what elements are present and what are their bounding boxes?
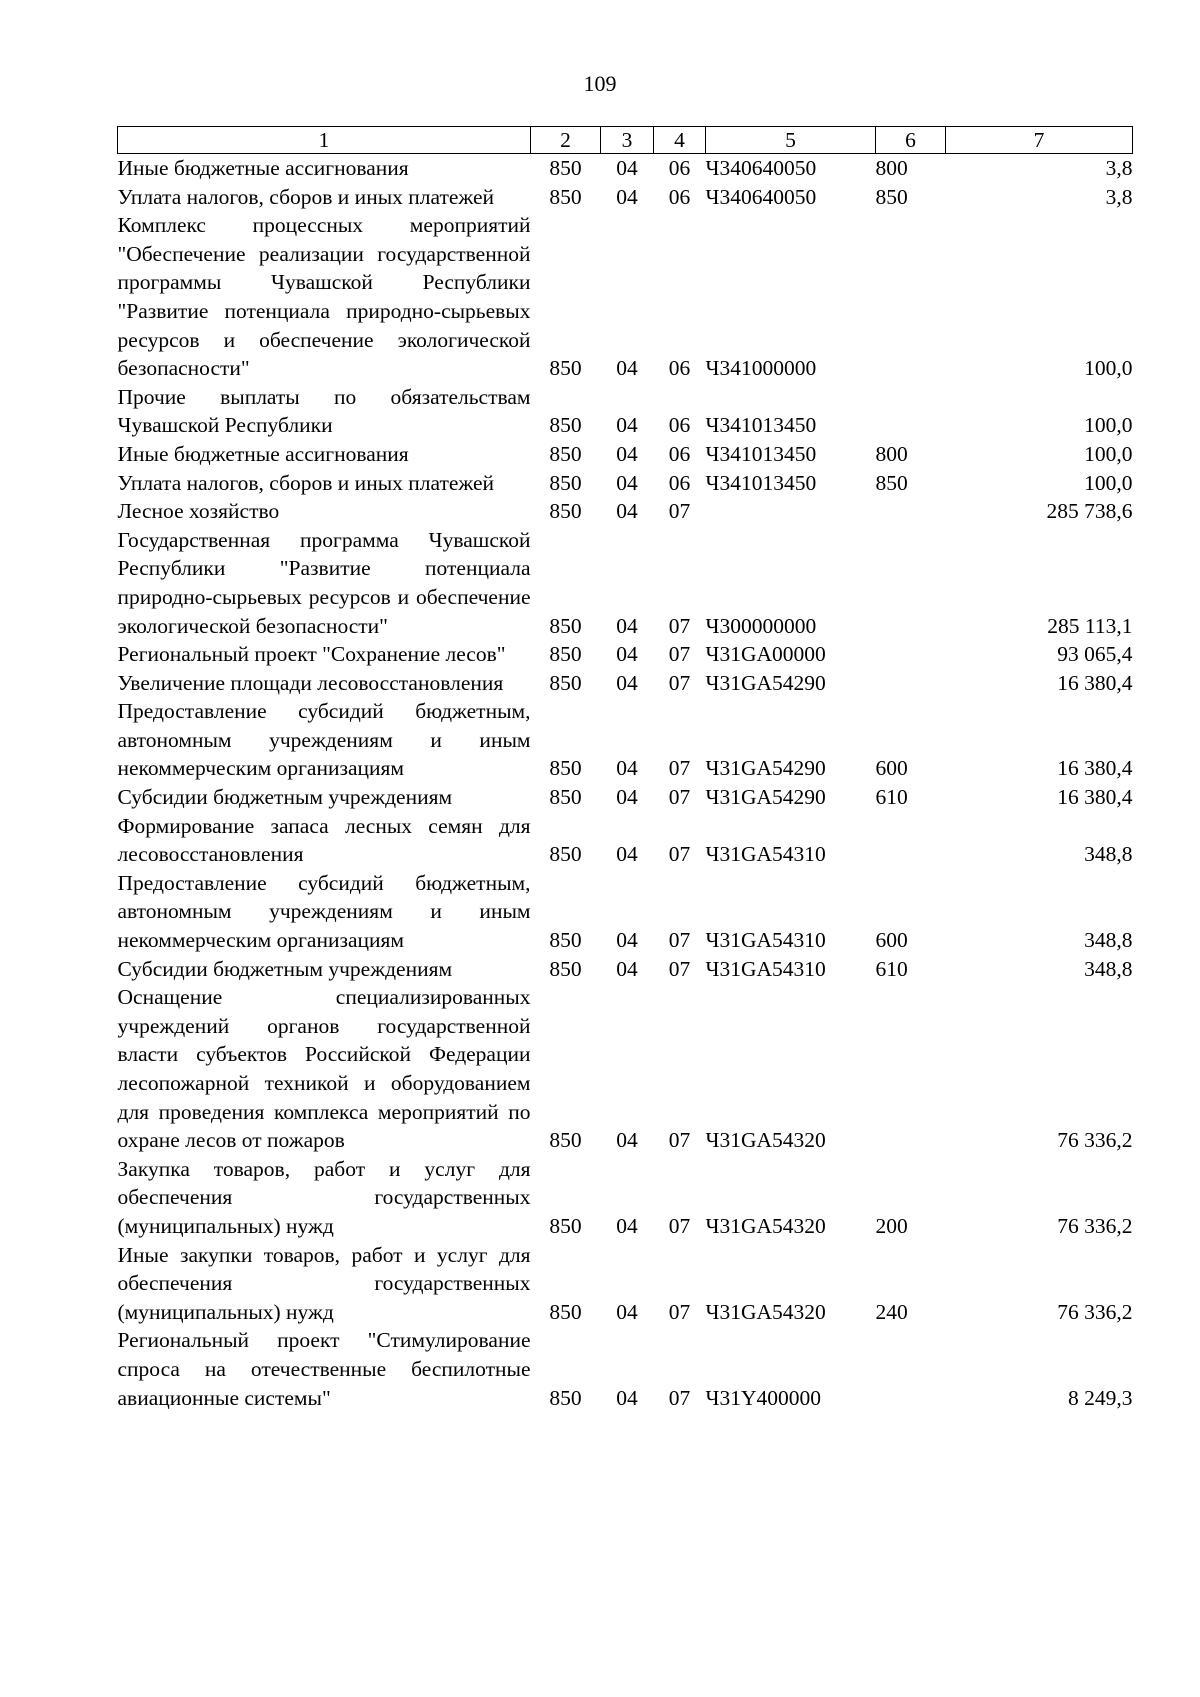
- table-row: [118, 783, 1133, 812]
- row-subsection-code: 07: [668, 956, 691, 981]
- table-row: [118, 1326, 1133, 1412]
- page-number: 109: [583, 71, 617, 96]
- row-name: Оснащение специализированных учреждений органов государственной власти субъектов Российской Федерации лесопожарной техникой и оборудованием для проведения комплекса мероприятий по охране лесов от пожаров: [117, 985, 531, 1153]
- column-header-6: 6: [876, 127, 946, 154]
- row-subsection-code: 07: [668, 842, 691, 867]
- row-target-article: Ч31GA54310: [705, 956, 826, 981]
- row-expense-type: 600: [875, 928, 908, 953]
- row-amount: 3,8: [1105, 156, 1133, 180]
- row-name: Региональный проект "Сохранение лесов": [117, 642, 506, 667]
- row-target-article: Ч341000000: [705, 356, 817, 381]
- table-row: [118, 211, 1133, 383]
- row-name: Комплекс процессных мероприятий "Обеспечение реализации государственной программы Чувашской Республики "Развитие потенциала природно-сырьевых ресурсов и обеспечение экологической безопасности": [117, 213, 531, 381]
- row-subsection-code: 07: [668, 1299, 691, 1324]
- row-section-code: 04: [616, 1128, 638, 1153]
- row-target-article: Ч341013450: [705, 441, 817, 466]
- row-ministry-code: 850: [549, 670, 582, 695]
- row-expense-type: 850: [875, 184, 908, 209]
- row-target-article: Ч31GA54310: [705, 842, 826, 867]
- row-amount: 16 380,4: [1057, 670, 1133, 695]
- row-ministry-code: 850: [549, 413, 582, 438]
- row-name: Увеличение площади лесовосстановления: [117, 670, 504, 695]
- row-amount: 348,8: [1084, 928, 1133, 953]
- row-expense-type: 800: [875, 156, 908, 180]
- row-expense-type: [876, 1326, 946, 1412]
- row-subsection-code: 06: [668, 356, 691, 381]
- row-target-article: Ч31GA54320: [705, 1299, 826, 1324]
- table-header-row: [118, 127, 1133, 154]
- row-section-code: 04: [616, 499, 638, 524]
- row-amount: 100,0: [1084, 356, 1133, 381]
- row-target-article: Ч31GA54310: [705, 928, 826, 953]
- row-subsection-code: 07: [668, 670, 691, 695]
- row-ministry-code: 850: [549, 956, 582, 981]
- row-subsection-code: 07: [668, 928, 691, 953]
- table-row: [118, 440, 1133, 469]
- row-name: Прочие выплаты по обязательствам Чувашской Республики: [117, 384, 531, 438]
- row-amount: 348,8: [1084, 842, 1133, 867]
- row-subsection-code: 07: [668, 642, 691, 667]
- row-name: Закупка товаров, работ и услуг для обеспечения государственных (муниципальных) нужд: [117, 1156, 531, 1238]
- row-section-code: 04: [616, 413, 638, 438]
- row-target-article: Ч341013450: [705, 470, 817, 495]
- row-section-code: 04: [616, 785, 638, 810]
- row-section-code: 04: [616, 956, 638, 981]
- row-target-article: [706, 497, 876, 526]
- row-expense-type: 240: [875, 1299, 908, 1324]
- row-expense-type: 800: [875, 441, 908, 466]
- row-amount: 100,0: [1084, 470, 1133, 495]
- row-section-code: 04: [616, 470, 638, 495]
- row-target-article: Ч31GA54320: [705, 1213, 826, 1238]
- row-name: Предоставление субсидий бюджетным, автономным учреждениям и иным некоммерческим организациям: [117, 699, 531, 781]
- row-expense-type: [876, 526, 946, 640]
- row-amount: 285 738,6: [1046, 499, 1133, 524]
- row-amount: 100,0: [1084, 413, 1133, 438]
- table-row: [118, 669, 1133, 698]
- row-name: Государственная программа Чувашской Республики "Развитие потенциала природно-сырьевых ресурсов и обеспечение экологической безопасности": [117, 527, 531, 638]
- table-row: [118, 869, 1133, 955]
- row-ministry-code: 850: [549, 613, 582, 638]
- row-amount: 76 336,2: [1057, 1299, 1133, 1324]
- row-subsection-code: 07: [668, 1385, 691, 1410]
- row-expense-type: [876, 497, 946, 526]
- row-subsection-code: 07: [668, 499, 691, 524]
- row-ministry-code: 850: [549, 1128, 582, 1153]
- row-name: Уплата налогов, сборов и иных платежей: [117, 184, 495, 209]
- row-subsection-code: 07: [668, 756, 691, 781]
- row-subsection-code: 06: [668, 156, 691, 180]
- table-row: [118, 183, 1133, 212]
- row-name: Иные бюджетные ассигнования: [117, 156, 409, 180]
- column-header-5: 5: [706, 127, 876, 154]
- row-section-code: 04: [616, 670, 638, 695]
- row-ministry-code: 850: [549, 642, 582, 667]
- table-row: [118, 955, 1133, 984]
- row-target-article: Ч340640050: [705, 156, 817, 180]
- row-target-article: Ч340640050: [705, 184, 817, 209]
- row-subsection-code: 07: [668, 1213, 691, 1238]
- row-amount: 348,8: [1084, 956, 1133, 981]
- table-row: [118, 1155, 1133, 1241]
- row-subsection-code: 07: [668, 613, 691, 638]
- row-expense-type: [876, 983, 946, 1155]
- row-section-code: 04: [616, 184, 638, 209]
- row-target-article: Ч31Y400000: [705, 1385, 821, 1410]
- column-header-4: 4: [654, 127, 706, 154]
- row-ministry-code: 850: [549, 441, 582, 466]
- row-ministry-code: 850: [549, 1385, 582, 1410]
- row-section-code: 04: [616, 1299, 638, 1324]
- row-name: Предоставление субсидий бюджетным, автономным учреждениям и иным некоммерческим организациям: [117, 870, 531, 953]
- budget-table: [117, 126, 1133, 1412]
- row-amount: 16 380,4: [1057, 756, 1133, 781]
- row-subsection-code: 06: [668, 441, 691, 466]
- row-target-article: Ч31GA54320: [705, 1128, 826, 1153]
- row-target-article: Ч341013450: [705, 413, 817, 438]
- table-row: [118, 497, 1133, 526]
- row-ministry-code: 850: [549, 928, 582, 953]
- row-ministry-code: 850: [549, 356, 582, 381]
- row-amount: 3,8: [1105, 184, 1133, 209]
- row-section-code: 04: [616, 441, 638, 466]
- row-subsection-code: 06: [668, 184, 691, 209]
- row-name: Региональный проект "Стимулирование спроса на отечественные беспилотные авиационные системы": [117, 1328, 531, 1410]
- table-row: [118, 383, 1133, 440]
- table-row: [118, 526, 1133, 640]
- table-row: [118, 154, 1133, 183]
- row-amount: 16 380,4: [1057, 785, 1133, 810]
- row-target-article: Ч300000000: [705, 613, 817, 638]
- row-section-code: 04: [616, 1213, 638, 1238]
- row-target-article: Ч31GA54290: [705, 670, 826, 695]
- row-target-article: Ч31GA54290: [705, 785, 826, 810]
- row-name: Лесное хозяйство: [117, 499, 280, 524]
- row-ministry-code: 850: [549, 1299, 582, 1324]
- row-expense-type: 850: [875, 470, 908, 495]
- row-expense-type: 610: [875, 956, 908, 981]
- row-section-code: 04: [616, 642, 638, 667]
- row-ministry-code: 850: [549, 785, 582, 810]
- row-section-code: 04: [616, 1385, 638, 1410]
- row-name: Иные закупки товаров, работ и услуг для обеспечения государственных (муниципальных) нужд: [117, 1242, 531, 1324]
- row-expense-type: [876, 211, 946, 383]
- row-section-code: 04: [616, 356, 638, 381]
- row-subsection-code: 07: [668, 1128, 691, 1153]
- row-amount: 285 113,1: [1047, 613, 1133, 638]
- row-expense-type: 600: [875, 756, 908, 781]
- row-section-code: 04: [616, 756, 638, 781]
- row-subsection-code: 07: [668, 785, 691, 810]
- row-expense-type: 610: [875, 785, 908, 810]
- row-section-code: 04: [616, 156, 638, 180]
- row-amount: 76 336,2: [1057, 1128, 1133, 1153]
- row-ministry-code: 850: [549, 499, 582, 524]
- row-ministry-code: 850: [549, 842, 582, 867]
- row-expense-type: [876, 812, 946, 869]
- table-row: [118, 812, 1133, 869]
- row-ministry-code: 850: [549, 470, 582, 495]
- row-amount: 93 065,4: [1057, 642, 1133, 667]
- row-name: Иные бюджетные ассигнования: [117, 441, 409, 466]
- column-header-1: 1: [118, 127, 531, 154]
- column-header-2: 2: [531, 127, 601, 154]
- row-ministry-code: 850: [549, 156, 582, 180]
- row-name: Субсидии бюджетным учреждениям: [117, 785, 453, 810]
- table-row: [118, 697, 1133, 783]
- row-section-code: 04: [616, 613, 638, 638]
- row-subsection-code: 06: [668, 413, 691, 438]
- row-name: Субсидии бюджетным учреждениям: [117, 956, 453, 981]
- row-ministry-code: 850: [549, 1213, 582, 1238]
- row-section-code: 04: [616, 842, 638, 867]
- row-target-article: Ч31GA54290: [705, 756, 826, 781]
- row-name: Уплата налогов, сборов и иных платежей: [117, 470, 495, 495]
- row-ministry-code: 850: [549, 756, 582, 781]
- table-row: [118, 640, 1133, 669]
- column-header-3: 3: [601, 127, 654, 154]
- row-name: Формирование запаса лесных семян для лесовосстановления: [117, 813, 531, 867]
- table-body: [118, 154, 1133, 1413]
- row-expense-type: [876, 383, 946, 440]
- column-header-7: 7: [946, 127, 1133, 154]
- row-target-article: Ч31GA00000: [705, 642, 826, 667]
- table-row: [118, 983, 1133, 1155]
- row-section-code: 04: [616, 928, 638, 953]
- row-amount: 8 249,3: [1068, 1385, 1133, 1410]
- row-amount: 100,0: [1084, 441, 1133, 466]
- row-expense-type: 200: [875, 1213, 908, 1238]
- row-amount: 76 336,2: [1057, 1213, 1133, 1238]
- row-subsection-code: 06: [668, 470, 691, 495]
- row-ministry-code: 850: [549, 184, 582, 209]
- row-expense-type: [876, 640, 946, 669]
- table-row: [118, 469, 1133, 498]
- table-row: [118, 1241, 1133, 1327]
- row-expense-type: [876, 669, 946, 698]
